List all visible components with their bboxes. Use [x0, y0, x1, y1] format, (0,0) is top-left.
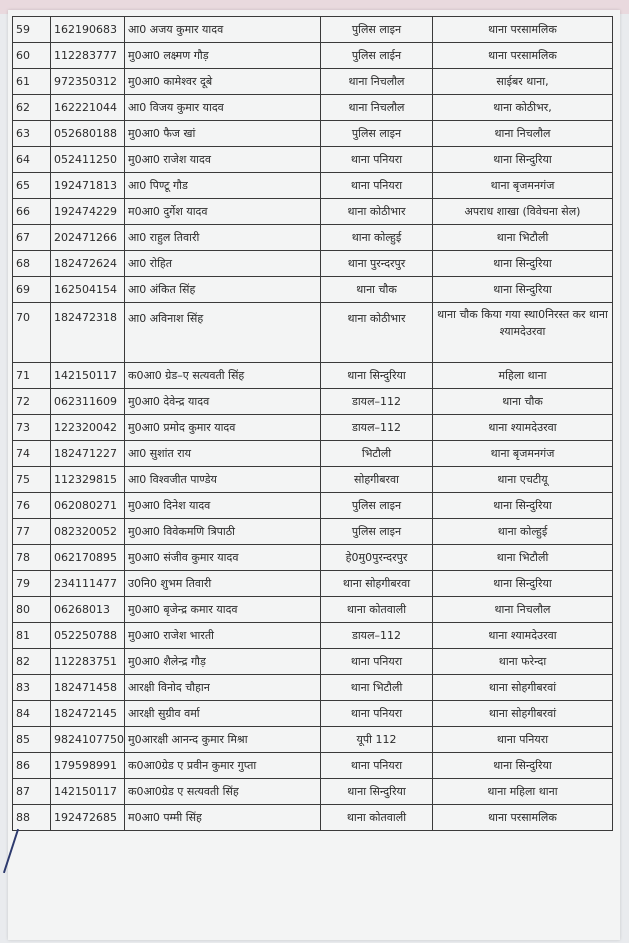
serial-number-cell: 70	[13, 303, 51, 363]
document-page	[8, 10, 620, 940]
new-posting-cell: थाना सिन्दुरिया	[433, 277, 613, 303]
current-posting-cell: थाना सोहगीबरवा	[321, 571, 433, 597]
current-posting-cell: थाना सिन्दुरिया	[321, 363, 433, 389]
employee-number-cell: 062080271	[51, 493, 125, 519]
employee-name-cell: आरक्षी विनोद चौहान	[125, 675, 321, 701]
employee-name-cell: आरक्षी सुग्रीव वर्मा	[125, 701, 321, 727]
employee-name-cell: आ0 पिण्टू गौड	[125, 173, 321, 199]
new-posting-cell: थाना परसामलिक	[433, 43, 613, 69]
serial-number-cell: 76	[13, 493, 51, 519]
employee-number-cell: 182472318	[51, 303, 125, 363]
employee-number-cell: 182472624	[51, 251, 125, 277]
table-row	[13, 779, 613, 805]
current-posting-cell: पुलिस लाइन	[321, 519, 433, 545]
employee-name-cell: मु0आ0 विवेकमणि त्रिपाठी	[125, 519, 321, 545]
table-row	[13, 519, 613, 545]
table-row	[13, 17, 613, 43]
employee-number-cell: 142150117	[51, 363, 125, 389]
employee-name-cell: उ0नि0 शुभम तिवारी	[125, 571, 321, 597]
employee-name-cell: मु0आ0 शैलेन्द्र गौड़	[125, 649, 321, 675]
employee-number-cell: 162190683	[51, 17, 125, 43]
table-row	[13, 701, 613, 727]
serial-number-cell: 87	[13, 779, 51, 805]
employee-number-cell: 122320042	[51, 415, 125, 441]
employee-number-cell: 234111477	[51, 571, 125, 597]
employee-number-cell: 182471227	[51, 441, 125, 467]
new-posting-cell: थाना कोल्हुई	[433, 519, 613, 545]
employee-number-cell: 112283751	[51, 649, 125, 675]
new-posting-cell: थाना कोठीभर,	[433, 95, 613, 121]
employee-number-cell: 052680188	[51, 121, 125, 147]
current-posting-cell: भिटौली	[321, 441, 433, 467]
current-posting-cell: थाना चौक	[321, 277, 433, 303]
serial-number-cell: 59	[13, 17, 51, 43]
table-row	[13, 277, 613, 303]
transfer-table-body	[13, 17, 613, 831]
current-posting-cell: थाना निचलौल	[321, 95, 433, 121]
employee-number-cell: 182471458	[51, 675, 125, 701]
table-row	[13, 597, 613, 623]
table-row	[13, 649, 613, 675]
new-posting-cell: थाना बृजमनगंज	[433, 441, 613, 467]
employee-number-cell: 052250788	[51, 623, 125, 649]
new-posting-cell: थाना फरेन्दा	[433, 649, 613, 675]
employee-name-cell: मु0आरक्षी आनन्द कुमार मिश्रा	[125, 727, 321, 753]
current-posting-cell: हे0मु0पुरन्दरपुर	[321, 545, 433, 571]
employee-name-cell: मु0आ0 फैज खां	[125, 121, 321, 147]
new-posting-cell: थाना सिन्दुरिया	[433, 571, 613, 597]
current-posting-cell: थाना कोतवाली	[321, 805, 433, 831]
table-row	[13, 303, 613, 363]
employee-name-cell: आ0 विश्वजीत पाण्डेय	[125, 467, 321, 493]
new-posting-cell: थाना परसामलिक	[433, 805, 613, 831]
current-posting-cell: थाना भिटौली	[321, 675, 433, 701]
table-row	[13, 69, 613, 95]
employee-number-cell: 202471266	[51, 225, 125, 251]
current-posting-cell: पुलिस लाईन	[321, 43, 433, 69]
employee-number-cell: 062170895	[51, 545, 125, 571]
employee-name-cell: मु0आ0 लक्ष्मण गौड़	[125, 43, 321, 69]
employee-name-cell: आ0 राहुल तिवारी	[125, 225, 321, 251]
serial-number-cell: 86	[13, 753, 51, 779]
table-row	[13, 389, 613, 415]
serial-number-cell: 74	[13, 441, 51, 467]
new-posting-cell: थाना सिन्दुरिया	[433, 251, 613, 277]
current-posting-cell: पुलिस लाइन	[321, 493, 433, 519]
table-row	[13, 441, 613, 467]
employee-number-cell: 112283777	[51, 43, 125, 69]
table-row	[13, 121, 613, 147]
employee-number-cell: 972350312	[51, 69, 125, 95]
table-row	[13, 805, 613, 831]
employee-number-cell: 182472145	[51, 701, 125, 727]
new-posting-cell: थाना पनियरा	[433, 727, 613, 753]
table-row	[13, 753, 613, 779]
table-row	[13, 727, 613, 753]
table-row	[13, 493, 613, 519]
employee-number-cell: 142150117	[51, 779, 125, 805]
employee-name-cell: आ0 विजय कुमार यादव	[125, 95, 321, 121]
transfer-table	[12, 16, 613, 831]
employee-number-cell: 179598991	[51, 753, 125, 779]
employee-number-cell: 192472685	[51, 805, 125, 831]
table-row	[13, 467, 613, 493]
serial-number-cell: 81	[13, 623, 51, 649]
serial-number-cell: 71	[13, 363, 51, 389]
employee-name-cell: आ0 अविनाश सिंह	[125, 303, 321, 363]
new-posting-cell: थाना चौक किया गया स्था0निरस्त कर थाना श्यामदेउरवा	[433, 303, 613, 363]
new-posting-cell: थाना सिन्दुरिया	[433, 147, 613, 173]
employee-number-cell: 052411250	[51, 147, 125, 173]
serial-number-cell: 79	[13, 571, 51, 597]
current-posting-cell: डायल–112	[321, 415, 433, 441]
new-posting-cell: थाना निचलौल	[433, 597, 613, 623]
table-row	[13, 147, 613, 173]
table-row	[13, 415, 613, 441]
table-row	[13, 225, 613, 251]
serial-number-cell: 88	[13, 805, 51, 831]
serial-number-cell: 82	[13, 649, 51, 675]
new-posting-cell: साईबर थाना,	[433, 69, 613, 95]
employee-name-cell: क0आ0 ग्रेड–ए सत्यवती सिंह	[125, 363, 321, 389]
employee-name-cell: क0आ0ग्रेड ए प्रवीन कुमार गुप्ता	[125, 753, 321, 779]
serial-number-cell: 85	[13, 727, 51, 753]
current-posting-cell: सोहगीबरवा	[321, 467, 433, 493]
employee-number-cell: 082320052	[51, 519, 125, 545]
current-posting-cell: थाना निचलौल	[321, 69, 433, 95]
employee-name-cell: मु0आ0 दिनेश यादव	[125, 493, 321, 519]
new-posting-cell: थाना महिला थाना	[433, 779, 613, 805]
current-posting-cell: थाना कोठीभार	[321, 303, 433, 363]
current-posting-cell: थाना पनियरा	[321, 649, 433, 675]
serial-number-cell: 68	[13, 251, 51, 277]
employee-name-cell: मु0आ0 राजेश भारती	[125, 623, 321, 649]
new-posting-cell: थाना चौक	[433, 389, 613, 415]
employee-name-cell: म0आ0 दुर्गेश यादव	[125, 199, 321, 225]
current-posting-cell: डायल–112	[321, 389, 433, 415]
current-posting-cell: पुलिस लाइन	[321, 17, 433, 43]
employee-name-cell: मु0आ0 प्रमोद कुमार यादव	[125, 415, 321, 441]
serial-number-cell: 63	[13, 121, 51, 147]
employee-name-cell: मु0आ0 संजीव कुमार यादव	[125, 545, 321, 571]
new-posting-cell: थाना सोहगीबरवां	[433, 701, 613, 727]
serial-number-cell: 66	[13, 199, 51, 225]
current-posting-cell: थाना कोतवाली	[321, 597, 433, 623]
employee-number-cell: 9824107750	[51, 727, 125, 753]
serial-number-cell: 80	[13, 597, 51, 623]
current-posting-cell: थाना कोठीभार	[321, 199, 433, 225]
employee-name-cell: म0आ0 पम्मी सिंह	[125, 805, 321, 831]
new-posting-cell: थाना एचटीयू	[433, 467, 613, 493]
current-posting-cell: थाना पनियरा	[321, 701, 433, 727]
serial-number-cell: 69	[13, 277, 51, 303]
serial-number-cell: 67	[13, 225, 51, 251]
employee-name-cell: आ0 अंकित सिंह	[125, 277, 321, 303]
current-posting-cell: थाना सिन्दुरिया	[321, 779, 433, 805]
new-posting-cell: थाना निचलौल	[433, 121, 613, 147]
employee-number-cell: 062311609	[51, 389, 125, 415]
new-posting-cell: थाना परसामलिक	[433, 17, 613, 43]
new-posting-cell: अपराध शाखा (विवेचना सेल)	[433, 199, 613, 225]
serial-number-cell: 72	[13, 389, 51, 415]
table-row	[13, 251, 613, 277]
serial-number-cell: 75	[13, 467, 51, 493]
table-row	[13, 43, 613, 69]
table-row	[13, 571, 613, 597]
serial-number-cell: 62	[13, 95, 51, 121]
employee-number-cell: 112329815	[51, 467, 125, 493]
new-posting-cell: थाना श्यामदेउरवा	[433, 623, 613, 649]
current-posting-cell: थाना पुरन्दरपुर	[321, 251, 433, 277]
serial-number-cell: 64	[13, 147, 51, 173]
new-posting-cell: थाना बृजमनगंज	[433, 173, 613, 199]
employee-number-cell: 192474229	[51, 199, 125, 225]
table-row	[13, 363, 613, 389]
serial-number-cell: 65	[13, 173, 51, 199]
table-row	[13, 199, 613, 225]
current-posting-cell: थाना कोल्हुई	[321, 225, 433, 251]
employee-name-cell: आ0 रोहित	[125, 251, 321, 277]
serial-number-cell: 73	[13, 415, 51, 441]
table-row	[13, 545, 613, 571]
new-posting-cell: थाना सोहगीबरवां	[433, 675, 613, 701]
current-posting-cell: थाना पनियरा	[321, 173, 433, 199]
new-posting-cell: थाना भिटौली	[433, 225, 613, 251]
employee-name-cell: आ0 अजय कुमार यादव	[125, 17, 321, 43]
employee-number-cell: 06268013	[51, 597, 125, 623]
pen-mark	[3, 829, 19, 873]
current-posting-cell: थाना पनियरा	[321, 753, 433, 779]
new-posting-cell: थाना भिटौली	[433, 545, 613, 571]
current-posting-cell: यूपी 112	[321, 727, 433, 753]
employee-number-cell: 162221044	[51, 95, 125, 121]
new-posting-cell: थाना सिन्दुरिया	[433, 753, 613, 779]
serial-number-cell: 83	[13, 675, 51, 701]
employee-name-cell: मु0आ0 राजेश यादव	[125, 147, 321, 173]
serial-number-cell: 84	[13, 701, 51, 727]
serial-number-cell: 61	[13, 69, 51, 95]
employee-number-cell: 192471813	[51, 173, 125, 199]
table-row	[13, 675, 613, 701]
serial-number-cell: 60	[13, 43, 51, 69]
employee-name-cell: आ0 सुशांत राय	[125, 441, 321, 467]
current-posting-cell: थाना पनियरा	[321, 147, 433, 173]
current-posting-cell: डायल–112	[321, 623, 433, 649]
new-posting-cell: थाना सिन्दुरिया	[433, 493, 613, 519]
employee-name-cell: मु0आ0 देवेन्द्र यादव	[125, 389, 321, 415]
table-row	[13, 173, 613, 199]
employee-name-cell: मु0आ0 कामेश्वर दूबे	[125, 69, 321, 95]
employee-name-cell: क0आ0ग्रेड ए सत्यवती सिंह	[125, 779, 321, 805]
serial-number-cell: 78	[13, 545, 51, 571]
serial-number-cell: 77	[13, 519, 51, 545]
table-row	[13, 623, 613, 649]
new-posting-cell: थाना श्यामदेउरवा	[433, 415, 613, 441]
employee-number-cell: 162504154	[51, 277, 125, 303]
employee-name-cell: मु0आ0 बृजेन्द्र कमार यादव	[125, 597, 321, 623]
current-posting-cell: पुलिस लाइन	[321, 121, 433, 147]
table-row	[13, 95, 613, 121]
new-posting-cell: महिला थाना	[433, 363, 613, 389]
